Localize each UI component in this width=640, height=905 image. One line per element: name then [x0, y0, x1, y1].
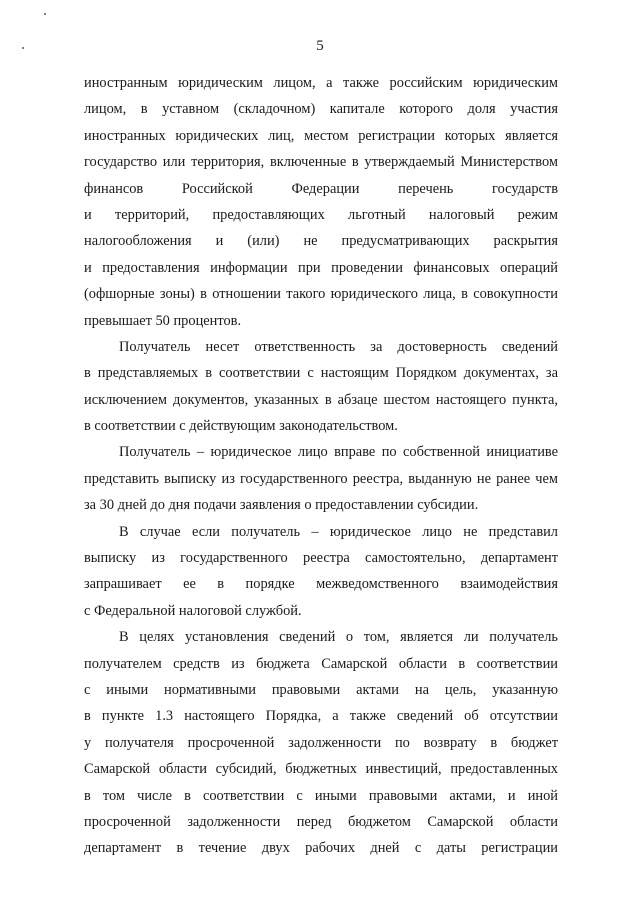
text-line: В целях установления сведений о том, является ли получатель [119, 629, 558, 646]
text-line: в представляемых в соответствии с настоящим Порядком документах, за [84, 365, 558, 382]
text-line: просроченной задолженности перед бюджетом Самарской области [84, 813, 558, 830]
text-line: налогообложения и (или) не предусматривающих раскрытия [84, 233, 558, 250]
text-line: за 30 дней до дня подачи заявления о предоставлении субсидии. [84, 497, 479, 514]
text-line: с Федеральной налоговой службой. [84, 602, 302, 619]
text-line: финансов Российской Федерации перечень государств [84, 180, 558, 197]
text-line: в пункте 1.3 настоящего Порядка, а также сведений об отсутствии [84, 708, 558, 725]
text-line: лицом, в уставном (складочном) капитале которого доля участия [84, 101, 558, 118]
text-line: (офшорные зоны) в отношении такого юридического лица, в совокупности [84, 286, 558, 303]
text-line: в том числе в соответствии с иными правовыми актами, и иной [84, 787, 558, 804]
text-line: иностранных юридических лиц, местом регистрации которых является [84, 127, 558, 144]
text-line: Самарской области субсидий, бюджетных инвестиций, предоставленных [84, 761, 558, 778]
text-line: исключением документов, указанных в абзаце шестом настоящего пункта, [84, 391, 558, 408]
text-line: и территорий, предоставляющих льготный налоговый режим [84, 206, 558, 223]
text-line: в соответствии с действующим законодательством. [84, 418, 398, 435]
paragraph [84, 519, 558, 625]
document-body [84, 70, 558, 862]
paragraph [84, 334, 558, 440]
text-line: департамент в течение двух рабочих дней с даты регистрации [84, 840, 558, 857]
paragraph [84, 624, 558, 862]
text-line: Получатель – юридическое лицо вправе по собственной инициативе [119, 444, 558, 461]
text-line: получателем средств из бюджета Самарской области в соответствии [84, 655, 558, 672]
text-line: В случае если получатель – юридическое лицо не представил [119, 523, 558, 540]
text-line: Получатель несет ответственность за достоверность сведений [119, 338, 558, 355]
paragraph [84, 439, 558, 518]
text-line: и предоставления информации при проведении финансовых операций [84, 259, 558, 276]
paragraph [84, 70, 558, 334]
scan-speck [44, 13, 46, 15]
text-line: выписку из государственного реестра самостоятельно, департамент [84, 550, 558, 567]
text-line: представить выписку из государственного реестра, выданную не ранее чем [84, 470, 558, 487]
text-line: превышает 50 процентов. [84, 312, 242, 329]
page-number: 5 [316, 38, 324, 54]
text-line: с иными нормативными правовыми актами на цель, указанную [84, 681, 558, 698]
text-line: государство или территория, включенные в утверждаемый Министерством [84, 154, 558, 171]
text-line: запрашивает ее в порядке межведомственного взаимодействия [84, 576, 558, 593]
text-line: иностранным юридическим лицом, а также российским юридическим [84, 75, 558, 91]
text-line: у получателя просроченной задолженности по возврату в бюджет [84, 734, 558, 751]
